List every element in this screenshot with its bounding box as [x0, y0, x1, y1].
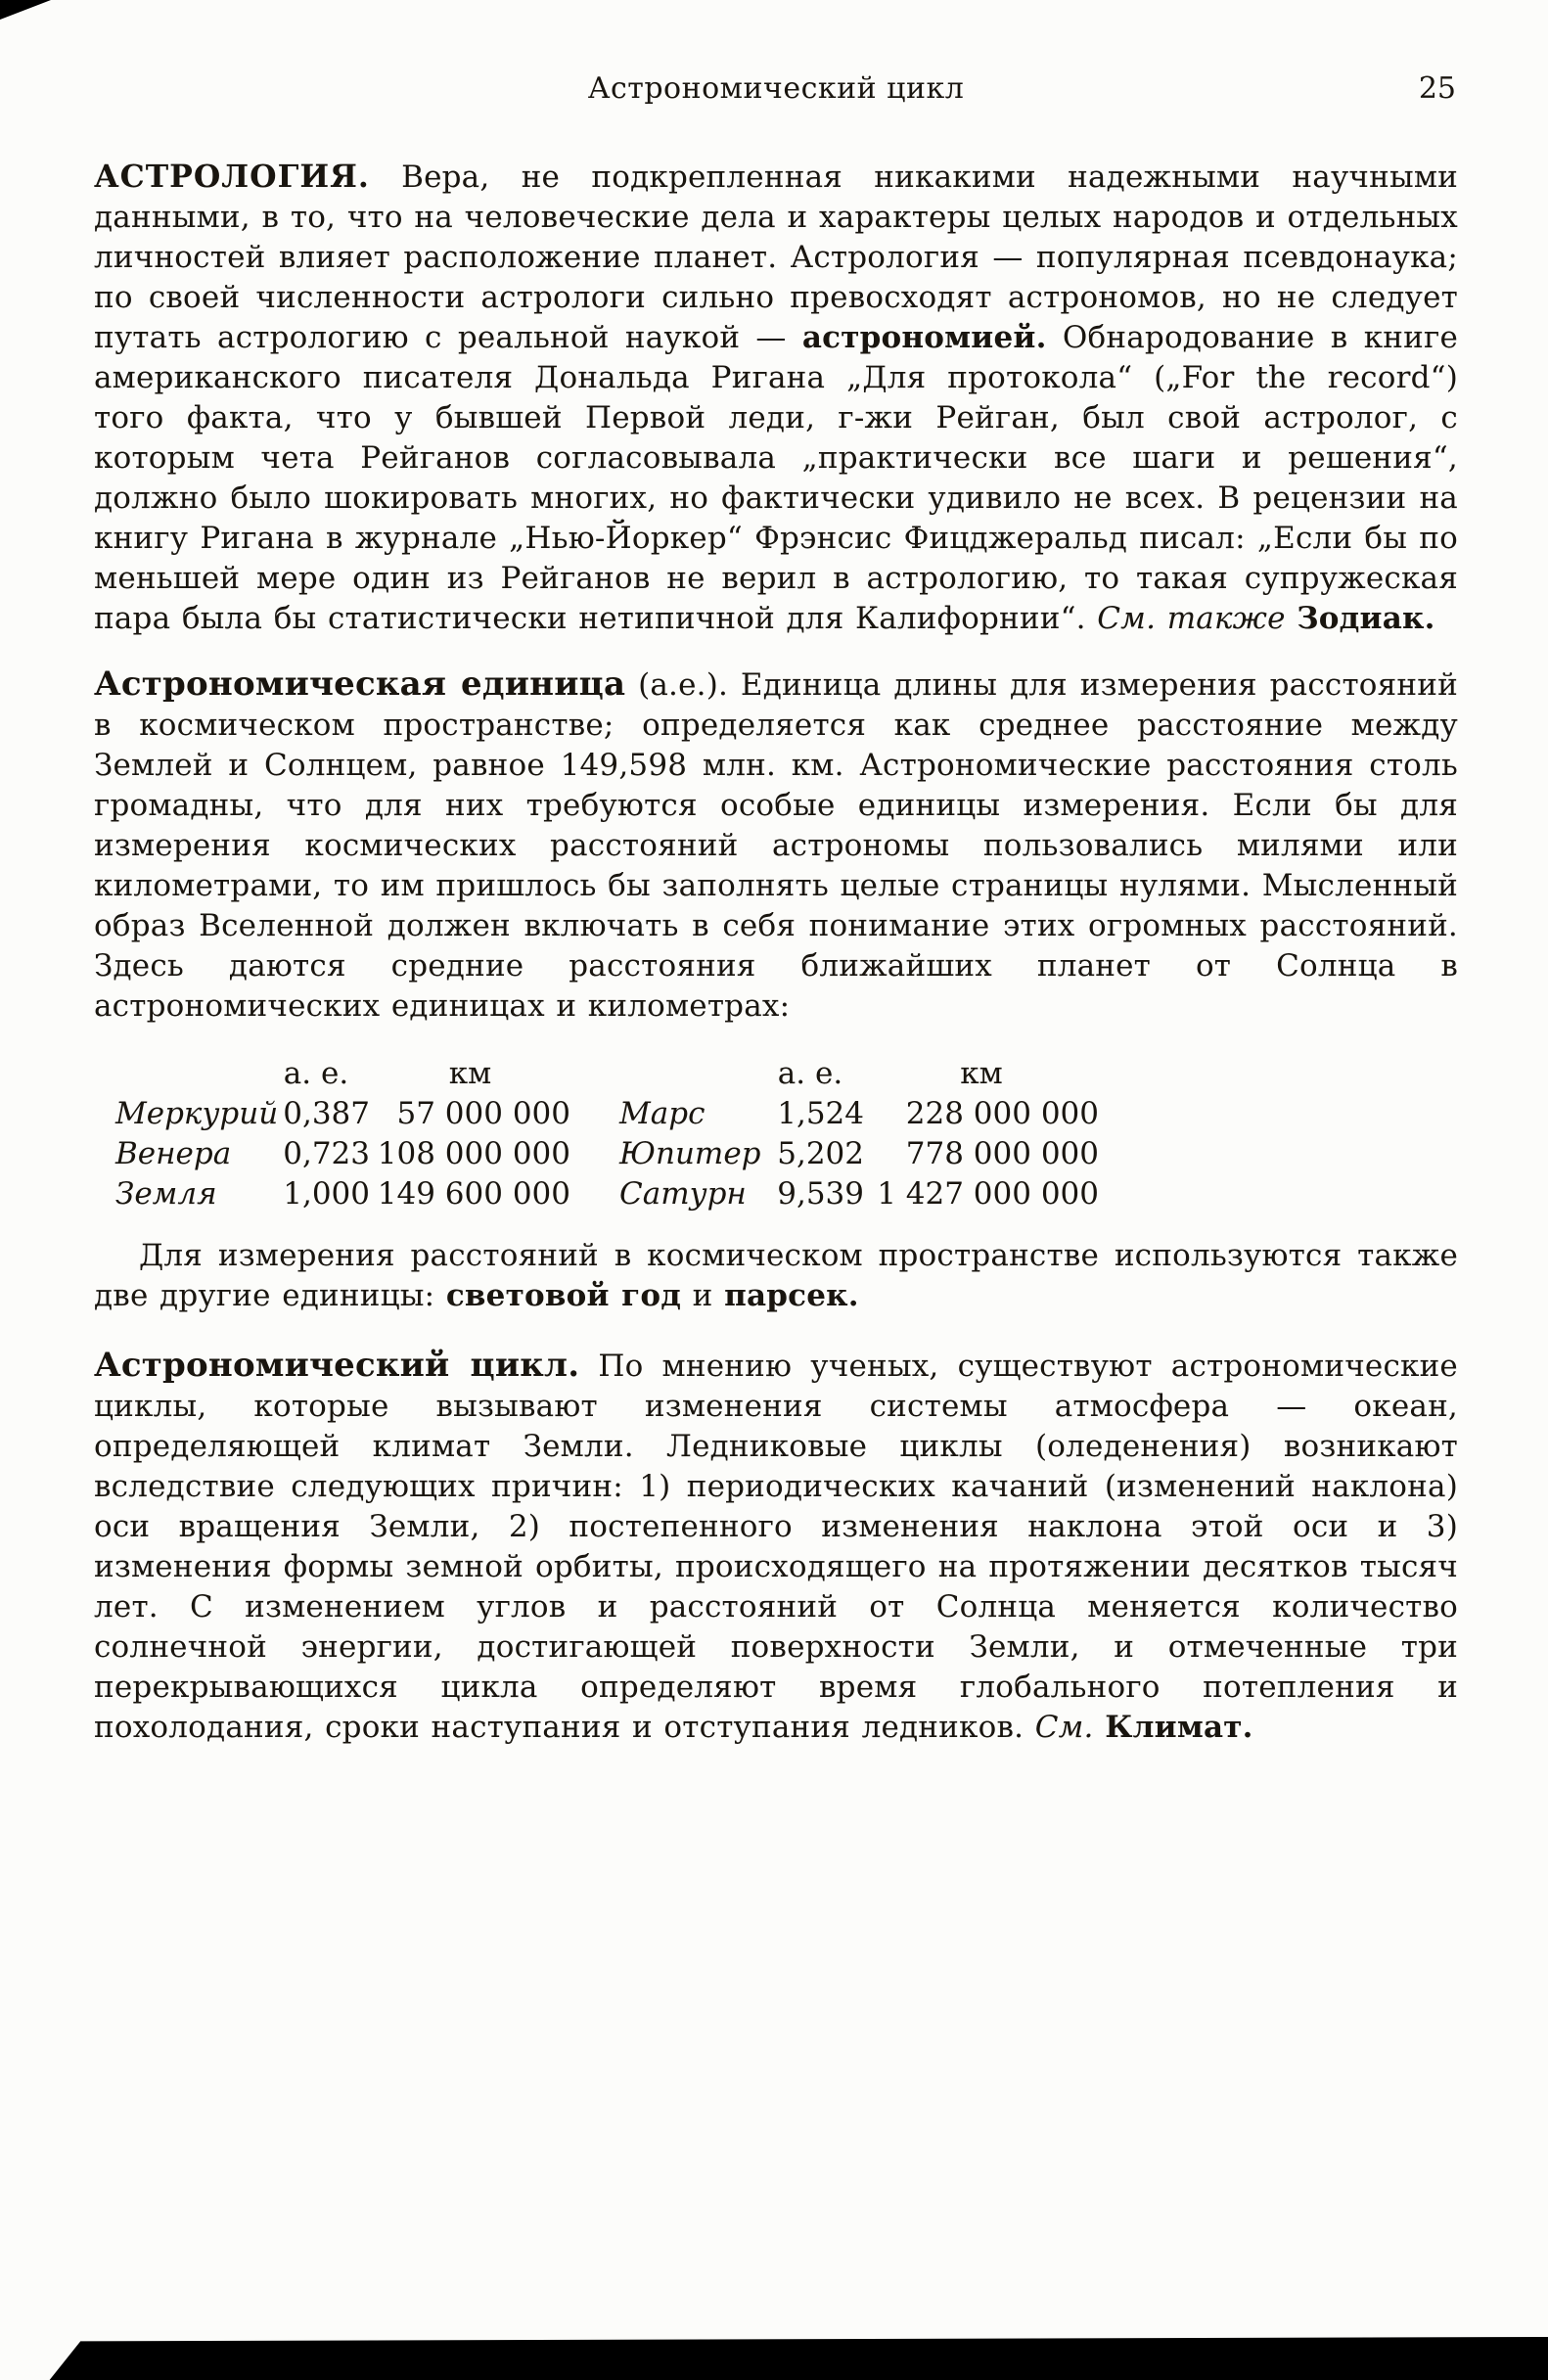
planet-name: Марс — [619, 1096, 706, 1131]
table-row — [115, 1094, 1458, 1134]
au-value: 5,202 — [777, 1136, 864, 1171]
au-value: 1,524 — [777, 1096, 864, 1131]
table-header-km-left: км — [448, 1056, 492, 1091]
entry-term: Астрономический цикл. — [94, 1346, 580, 1385]
text-segment: и — [681, 1278, 725, 1313]
entry-astronomical-cycle — [94, 1346, 1458, 1748]
page-content — [94, 70, 1458, 1748]
text-segment: Для измерения расстояний в космическом пространстве используются также две другие единицы: — [94, 1238, 1458, 1313]
running-title: Астрономический цикл — [587, 71, 965, 106]
text-segment — [1286, 601, 1298, 636]
text-segment: световой год — [445, 1278, 682, 1313]
table-row — [115, 1174, 1458, 1214]
text-segment: (а.е.). Единица длины для измерения расстояний в космическом пространстве; определяется как среднее расстояние между Землей и Солнцем, равное 149,598 млн. км. Астрономические расстояния столь громадны, что для них требуются особые единицы измерения. Если бы для измерения космических расстояний астрономы пользовались милями или километрами, то им пришлось бы заполнять целые страницы нулями. Мысленный образ Вселенной должен включать в себя понимание этих огромных расстояний. Здесь даются средние расстояния ближайших планет от Солнца в астрономических единицах и километрах: — [94, 667, 1458, 1024]
table-header-au-right: а. е. — [777, 1056, 843, 1091]
scan-artifact-bottom-bar — [0, 2337, 1548, 2380]
scan-artifact-corner — [0, 0, 51, 20]
text-segment: астрономией. — [801, 320, 1047, 355]
au-value: 0,723 — [283, 1136, 370, 1171]
au-value: 0,387 — [283, 1096, 370, 1131]
text-segment: Вера, не подкрепленная никакими надежными научными данными, в то, что на человеческие дела и характеры целых народов и отдельных личностей влияет расположение планет. Астрология — популярная псевдонаука; по своей численности астрологи сильно превосходят астрономов, но не следует путать астрологию с реальной наукой — — [94, 160, 1458, 355]
planet-name: Юпитер — [619, 1136, 761, 1171]
table-header-spacer — [115, 1054, 262, 1094]
text-segment: Обнародование в книге американского писателя Дональда Ригана „Для протокола“ („For the record“) того факта, что у бывшей Первой леди, г-жи Рейган, был свой астролог, с которым чета Рейганов согласовывала „практически все шаги и решения“, должно было шокировать многих, но фактически удивило не всех. В рецензии на книгу Ригана в журнале „Нью-Йоркер“ Фрэнсис Фицджеральд писал: „Если бы по меньшей мере один из Рейганов не верил в астрологию, то такая супружеская пара была бы статистически нетипичной для Калифорнии“. — [94, 320, 1458, 636]
text-segment: парсек. — [724, 1278, 859, 1313]
text-segment: Климат. — [1105, 1710, 1253, 1745]
entry-term: АСТРОЛОГИЯ. — [94, 159, 370, 195]
entry-astronomical-unit — [94, 664, 1458, 1027]
km-value: 149 600 000 — [377, 1176, 570, 1212]
au-value: 9,539 — [777, 1176, 864, 1212]
text-segment: См. — [1034, 1710, 1094, 1745]
text-segment: По мнению ученых, существуют астрономические циклы, которые вызывают изменения системы атмосфера — океан, определяющей климат Земли. Ледниковые циклы (оледенения) возникают вследствие следующих причин: 1) периодических качаний (изменений наклона) оси вращения Земли, 2) постепенного изменения наклона этой оси и 3) изменения формы земной орбиты, происходящего на протяжении десятков тысяч лет. С изменением углов и расстояний от Солнца меняется количество солнечной энергии, достигающей поверхности Земли, и отмеченные три перекрывающихся цикла определяют время глобального потепления и похолодания, сроки наступания и отступания ледников. — [94, 1349, 1458, 1745]
au-value: 1,000 — [283, 1176, 370, 1212]
distance-table — [115, 1054, 1458, 1214]
planet-name: Сатурн — [619, 1176, 747, 1212]
text-segment: См. также — [1097, 601, 1286, 636]
table-header-spacer — [570, 1054, 756, 1094]
table-header-km-right: км — [960, 1056, 1003, 1091]
km-value: 228 000 000 — [905, 1096, 1099, 1131]
text-segment — [1094, 1710, 1106, 1745]
km-value: 778 000 000 — [905, 1136, 1099, 1171]
table-row — [115, 1134, 1458, 1174]
page-number: 25 — [1418, 71, 1456, 106]
km-value: 108 000 000 — [377, 1136, 570, 1171]
planet-name: Венера — [115, 1136, 232, 1171]
page-header — [94, 70, 1458, 108]
planet-name: Земля — [115, 1176, 217, 1212]
km-value: 1 427 000 000 — [877, 1176, 1099, 1212]
planet-name: Меркурий — [115, 1096, 279, 1131]
entry-term: Астрономическая единица — [94, 664, 626, 704]
paragraph-distance-units — [94, 1236, 1458, 1316]
table-header-au-left: а. е. — [283, 1056, 349, 1091]
km-value: 57 000 000 — [396, 1096, 570, 1131]
entry-astrology — [94, 157, 1458, 639]
text-segment: Зодиак. — [1297, 601, 1435, 636]
table-header-row — [115, 1054, 1458, 1094]
